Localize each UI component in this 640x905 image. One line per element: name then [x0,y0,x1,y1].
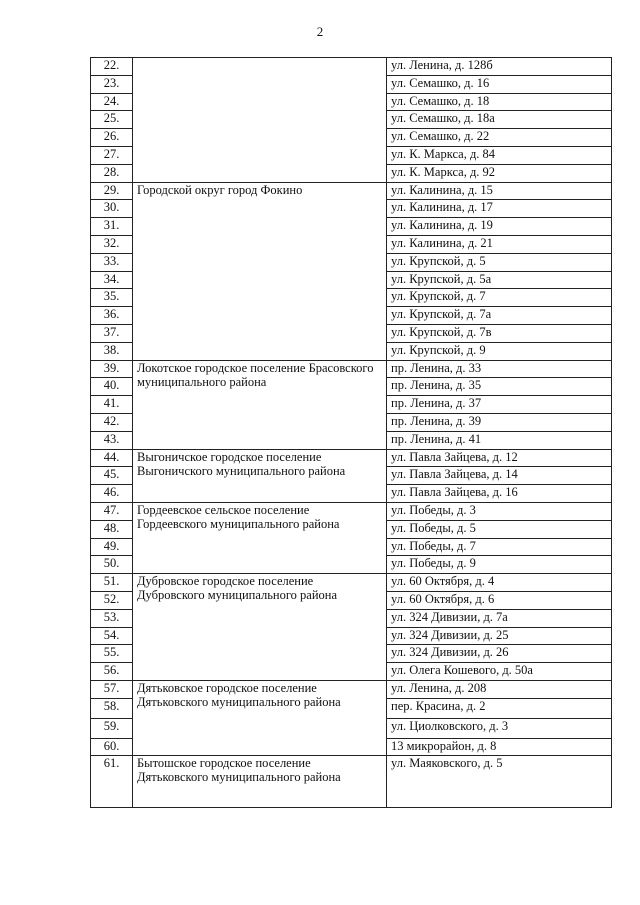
area-cell: Бытошское городское поселение Дятьковского муниципального района [133,756,387,808]
row-number: 28. [91,164,133,182]
row-number: 58. [91,698,133,718]
row-number: 50. [91,556,133,574]
address-cell: ул. Павла Зайцева, д. 16 [387,485,612,503]
row-number: 35. [91,289,133,307]
address-cell: пр. Ленина, д. 33 [387,360,612,378]
row-number: 27. [91,146,133,164]
table-row [91,574,612,592]
row-number: 41. [91,396,133,414]
address-cell: ул. Маяковского, д. 5 [387,756,612,808]
row-number: 54. [91,627,133,645]
area-cell: Городской округ город Фокино [133,182,387,360]
address-cell: ул. Победы, д. 3 [387,502,612,520]
row-number: 59. [91,718,133,738]
area-cell: Локотское городское поселение Брасовского муниципального района [133,360,387,449]
address-cell: ул. Победы, д. 9 [387,556,612,574]
row-number: 52. [91,591,133,609]
address-cell: ул. Крупской, д. 7в [387,324,612,342]
address-cell: ул. Калинина, д. 15 [387,182,612,200]
address-cell: ул. Победы, д. 7 [387,538,612,556]
row-number: 57. [91,680,133,698]
row-number: 56. [91,663,133,681]
address-cell: ул. 324 Дивизии, д. 26 [387,645,612,663]
row-number: 40. [91,378,133,396]
row-number: 34. [91,271,133,289]
row-number: 38. [91,342,133,360]
area-cell: Дятьковское городское поселение Дятьковского муниципального района [133,680,387,756]
address-cell: ул. К. Маркса, д. 92 [387,164,612,182]
area-cell: Гордеевское сельское поселение Гордеевского муниципального района [133,502,387,573]
row-number: 25. [91,111,133,129]
address-cell: пр. Ленина, д. 35 [387,378,612,396]
row-number: 51. [91,574,133,592]
address-cell: ул. Калинина, д. 19 [387,218,612,236]
row-number: 31. [91,218,133,236]
row-number: 45. [91,467,133,485]
row-number: 46. [91,485,133,503]
row-number: 61. [91,756,133,808]
row-number: 60. [91,738,133,756]
row-number: 48. [91,520,133,538]
row-number: 22. [91,58,133,76]
address-cell: ул. Победы, д. 5 [387,520,612,538]
row-number: 43. [91,431,133,449]
row-number: 23. [91,75,133,93]
area-cell: Дубровское городское поселение Дубровского муниципального района [133,574,387,681]
address-cell: ул. 324 Дивизии, д. 25 [387,627,612,645]
address-cell: ул. Крупской, д. 5а [387,271,612,289]
address-cell: ул. Ленина, д. 128б [387,58,612,76]
address-cell: пр. Ленина, д. 41 [387,431,612,449]
address-cell: ул. Семашко, д. 22 [387,129,612,147]
address-cell: ул. Циолковского, д. 3 [387,718,612,738]
address-cell: ул. Крупской, д. 9 [387,342,612,360]
address-cell: ул. 324 Дивизии, д. 7а [387,609,612,627]
row-number: 30. [91,200,133,218]
address-cell: ул. Павла Зайцева, д. 12 [387,449,612,467]
area-cell [133,58,387,183]
row-number: 26. [91,129,133,147]
table-row [91,360,612,378]
address-cell: пр. Ленина, д. 39 [387,413,612,431]
row-number: 53. [91,609,133,627]
row-number: 49. [91,538,133,556]
table-row [91,680,612,698]
address-cell: пр. Ленина, д. 37 [387,396,612,414]
page-number: 2 [316,24,324,39]
table-row [91,756,612,808]
address-cell: ул. Ленина, д. 208 [387,680,612,698]
address-cell: ул. Калинина, д. 17 [387,200,612,218]
address-cell: ул. Семашко, д. 18а [387,111,612,129]
address-cell: ул. Олега Кошевого, д. 50а [387,663,612,681]
row-number: 44. [91,449,133,467]
row-number: 47. [91,502,133,520]
address-cell: ул. Семашко, д. 16 [387,75,612,93]
row-number: 32. [91,235,133,253]
address-cell: ул. 60 Октября, д. 6 [387,591,612,609]
area-cell: Выгоничское городское поселение Выгоничского муниципального района [133,449,387,502]
row-number: 29. [91,182,133,200]
address-cell: ул. Крупской, д. 7а [387,307,612,325]
row-number: 42. [91,413,133,431]
row-number: 37. [91,324,133,342]
address-cell: ул. Крупской, д. 7 [387,289,612,307]
address-cell: ул. Семашко, д. 18 [387,93,612,111]
housing-list-table [90,57,612,808]
address-cell: пер. Красина, д. 2 [387,698,612,718]
address-cell: ул. Крупской, д. 5 [387,253,612,271]
address-cell: ул. Павла Зайцева, д. 14 [387,467,612,485]
row-number: 39. [91,360,133,378]
row-number: 55. [91,645,133,663]
row-number: 33. [91,253,133,271]
table-row [91,182,612,200]
table-row [91,449,612,467]
row-number: 24. [91,93,133,111]
table-row [91,502,612,520]
row-number: 36. [91,307,133,325]
address-cell: 13 микрорайон, д. 8 [387,738,612,756]
address-cell: ул. К. Маркса, д. 84 [387,146,612,164]
address-cell: ул. Калинина, д. 21 [387,235,612,253]
table-row [91,58,612,76]
address-cell: ул. 60 Октября, д. 4 [387,574,612,592]
